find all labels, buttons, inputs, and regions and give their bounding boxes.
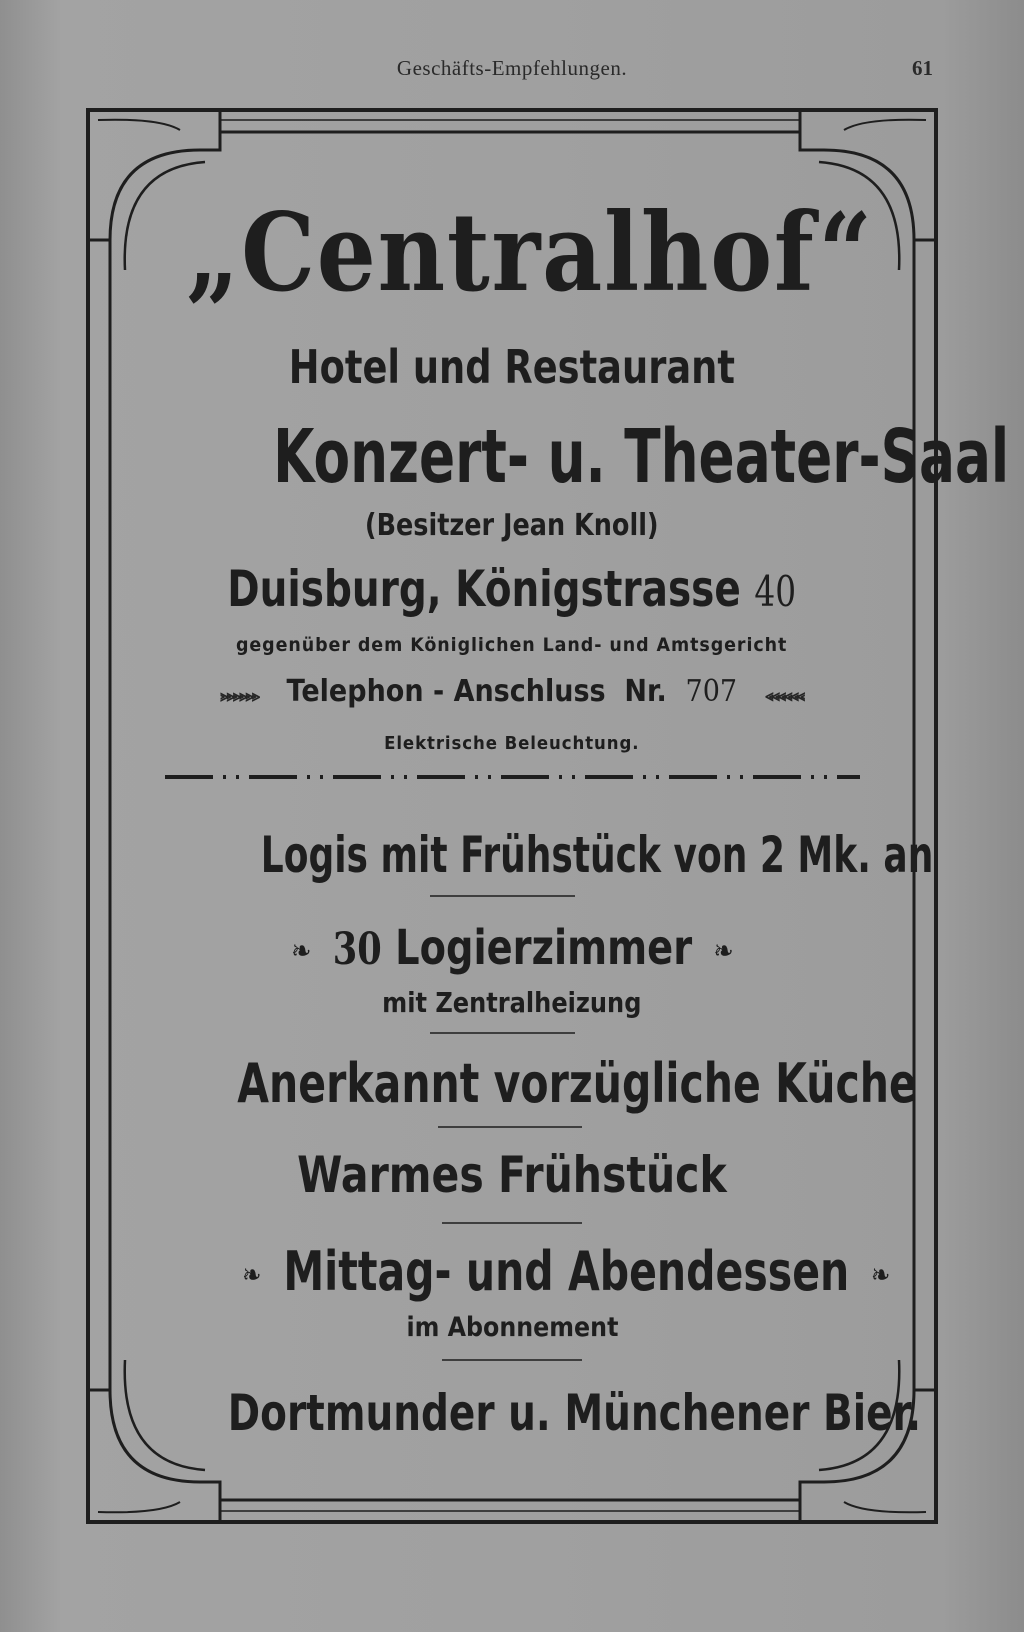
- owner-line: [130, 508, 894, 543]
- beer-line: [130, 1384, 922, 1442]
- page-number: 61: [912, 56, 933, 80]
- leaf-ornament-icon: ❧: [871, 1257, 891, 1293]
- ornament-left-icon: ⪢⪢⪢⪢⪢⪢: [220, 686, 259, 705]
- halls-heading-text: Konzert- u. Theater-Saal: [273, 414, 1010, 500]
- telephone-line: [130, 674, 894, 709]
- address-line: [130, 560, 894, 618]
- owner-text: (Besitzer Jean Knoll): [365, 508, 659, 543]
- hotel-name-text: „Centralhof“: [185, 190, 874, 316]
- rooms-line: [130, 920, 894, 976]
- rooms-label: Logierzimmer: [394, 920, 692, 976]
- kitchen-text: Anerkannt vorzügliche Küche: [237, 1052, 917, 1115]
- kitchen-line: [130, 1052, 917, 1115]
- heating-note: [130, 986, 894, 1019]
- breakfast-line: [130, 1146, 894, 1204]
- running-head: Geschäfts-Empfehlungen.: [396, 56, 628, 80]
- court-note-text: gegenüber dem Königlichen Land- und Amtsgericht: [236, 634, 788, 656]
- beer-text: Dortmunder u. Münchener Bier.: [227, 1384, 922, 1442]
- leaf-ornament-icon: ❧: [290, 933, 311, 969]
- rooms-count: 30: [332, 924, 382, 975]
- meals-line: [130, 1240, 894, 1303]
- subscription-note-text: im Abonnement: [406, 1312, 618, 1343]
- leaf-ornament-icon: ❧: [713, 933, 734, 969]
- lodging-offer-text: Logis mit Frühstück von 2 Mk. an: [260, 826, 934, 884]
- ornament-right-icon: ⪡⪡⪡⪡⪡⪡: [765, 686, 804, 705]
- breakfast-text: Warmes Frühstück: [297, 1146, 727, 1204]
- subscription-note: [130, 1312, 894, 1343]
- frame-outer-border: [88, 110, 936, 1522]
- lighting-note-text: Elektrische Beleuchtung.: [384, 733, 640, 754]
- hotel-subtitle: [130, 340, 894, 394]
- address-street: Duisburg, Königstrasse: [227, 560, 742, 618]
- telephone-label: Telephon - Anschluss: [286, 674, 606, 709]
- hotel-subtitle-text: Hotel und Restaurant: [288, 340, 736, 394]
- leaf-ornament-icon: ❧: [242, 1257, 262, 1293]
- halls-heading: [130, 414, 1010, 500]
- meals-text: Mittag- und Abendessen: [283, 1240, 850, 1303]
- telephone-nr-label: Nr.: [624, 674, 667, 709]
- court-note: [130, 634, 894, 656]
- telephone-number: 707: [685, 674, 738, 709]
- address-number: 40: [754, 567, 797, 616]
- heating-note-text: mit Zentralheizung: [382, 986, 642, 1019]
- lighting-note: [130, 733, 894, 754]
- lodging-offer: [130, 826, 934, 884]
- hotel-name: [130, 190, 894, 316]
